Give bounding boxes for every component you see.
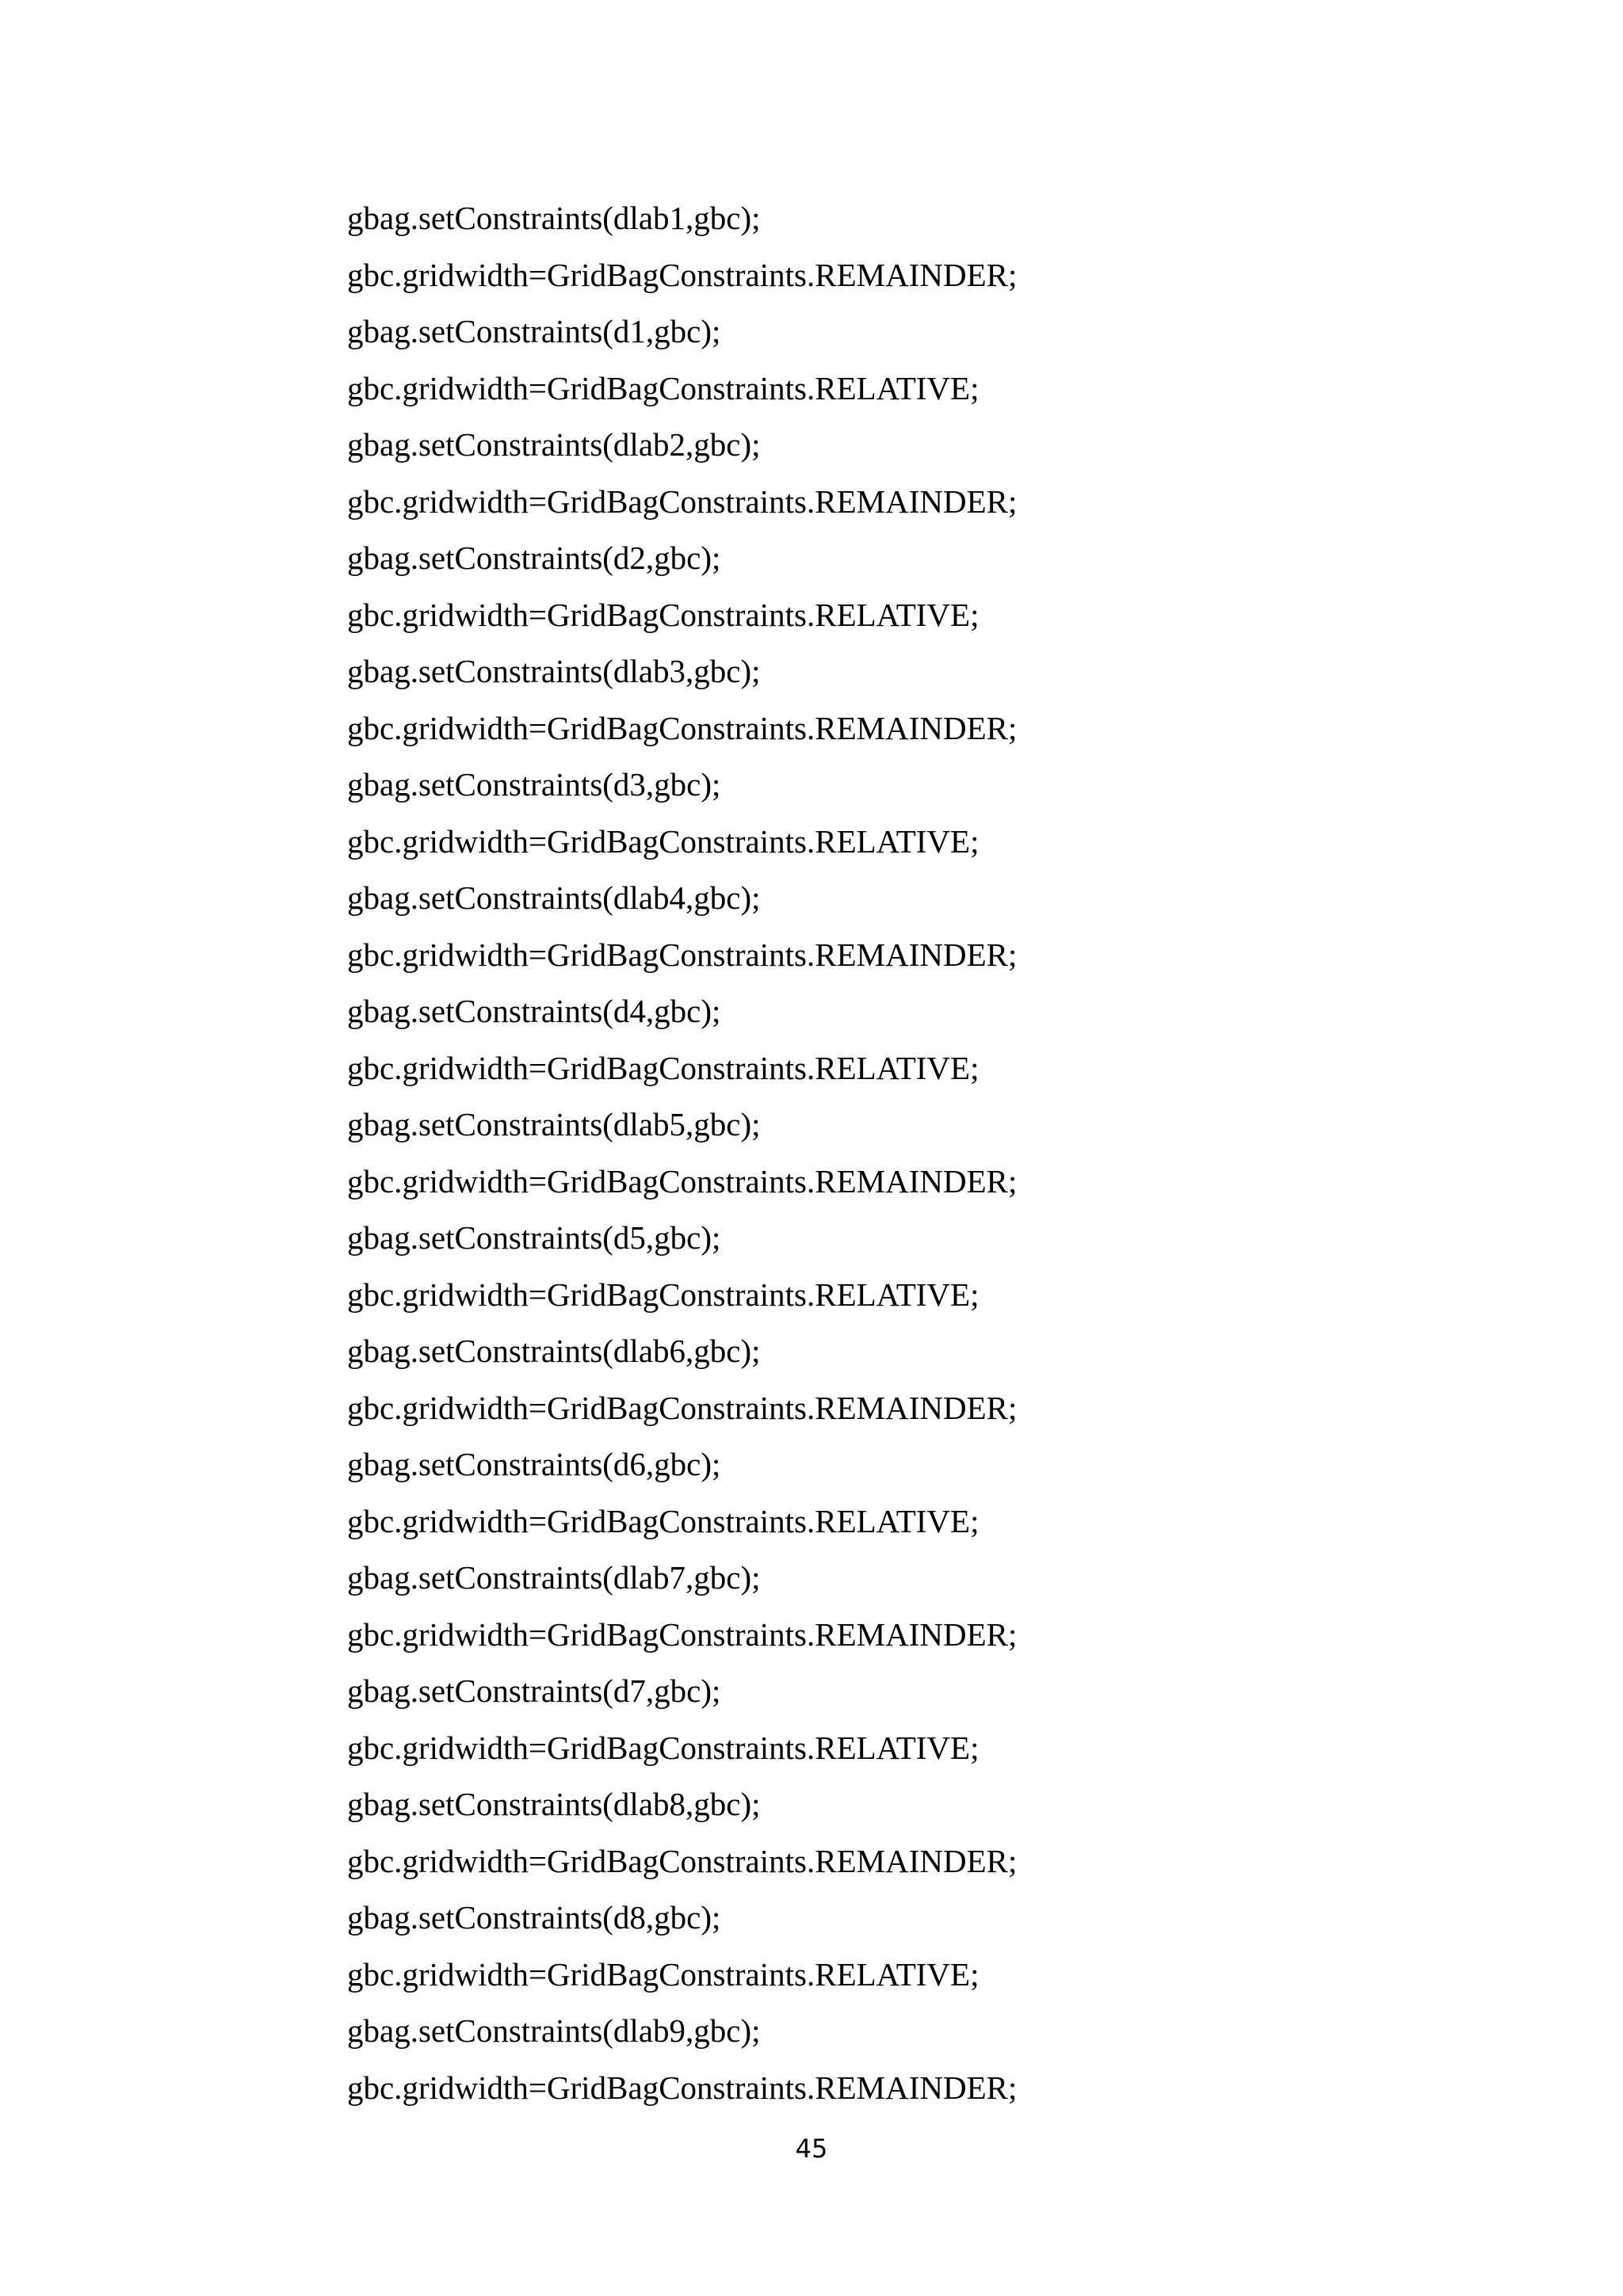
code-line: gbc.gridwidth=GridBagConstraints.REMAINDER; bbox=[347, 1162, 1018, 1199]
code-line: gbag.setConstraints(d7,gbc); bbox=[347, 1672, 721, 1709]
code-line: gbag.setConstraints(d2,gbc); bbox=[347, 540, 721, 576]
code-line: gbc.gridwidth=GridBagConstraints.RELATIVE; bbox=[347, 822, 980, 860]
code-line: gbag.setConstraints(dlab3,gbc); bbox=[347, 653, 761, 689]
code-line: gbc.gridwidth=GridBagConstraints.REMAINDER; bbox=[347, 2069, 1018, 2106]
code-line: gbag.setConstraints(d1,gbc); bbox=[347, 313, 721, 349]
code-line: gbag.setConstraints(d6,gbc); bbox=[347, 1446, 721, 1482]
code-line: gbag.setConstraints(dlab2,gbc); bbox=[347, 426, 761, 463]
code-line: gbc.gridwidth=GridBagConstraints.RELATIVE; bbox=[347, 1729, 980, 1766]
code-line: gbag.setConstraints(dlab8,gbc); bbox=[347, 1786, 761, 1822]
code-line: gbag.setConstraints(dlab5,gbc); bbox=[347, 1106, 761, 1142]
code-line: gbc.gridwidth=GridBagConstraints.REMAINDER; bbox=[347, 936, 1018, 973]
page-number: 45 bbox=[795, 2134, 828, 2164]
code-line: gbc.gridwidth=GridBagConstraints.REMAINDER; bbox=[347, 1389, 1018, 1426]
code-line: gbag.setConstraints(d4,gbc); bbox=[347, 993, 721, 1029]
code-line: gbag.setConstraints(d5,gbc); bbox=[347, 1219, 721, 1256]
code-line: gbag.setConstraints(dlab1,gbc); bbox=[347, 200, 761, 236]
code-line: gbag.setConstraints(dlab4,gbc); bbox=[347, 879, 761, 916]
code-line: gbc.gridwidth=GridBagConstraints.RELATIVE; bbox=[347, 1276, 980, 1313]
code-listing bbox=[347, 196, 1017, 2122]
code-line: gbc.gridwidth=GridBagConstraints.RELATIVE; bbox=[347, 596, 980, 633]
code-line: gbag.setConstraints(dlab9,gbc); bbox=[347, 2012, 761, 2049]
code-line: gbag.setConstraints(d3,gbc); bbox=[347, 766, 721, 803]
code-line: gbag.setConstraints(dlab7,gbc); bbox=[347, 1559, 761, 1596]
code-line: gbc.gridwidth=GridBagConstraints.RELATIVE; bbox=[347, 369, 980, 406]
code-line: gbc.gridwidth=GridBagConstraints.REMAINDER; bbox=[347, 482, 1018, 520]
code-line: gbag.setConstraints(dlab6,gbc); bbox=[347, 1333, 761, 1369]
code-line: gbc.gridwidth=GridBagConstraints.RELATIVE; bbox=[347, 1049, 980, 1086]
code-line: gbc.gridwidth=GridBagConstraints.REMAINDER; bbox=[347, 256, 1018, 293]
code-line: gbc.gridwidth=GridBagConstraints.REMAINDER; bbox=[347, 709, 1018, 746]
code-line: gbag.setConstraints(d8,gbc); bbox=[347, 1899, 721, 1936]
code-line: gbc.gridwidth=GridBagConstraints.RELATIVE; bbox=[347, 1502, 980, 1539]
code-line: gbc.gridwidth=GridBagConstraints.REMAINDER; bbox=[347, 1842, 1018, 1879]
code-line: gbc.gridwidth=GridBagConstraints.RELATIVE; bbox=[347, 1955, 980, 1993]
code-line: gbc.gridwidth=GridBagConstraints.REMAINDER; bbox=[347, 1615, 1018, 1653]
